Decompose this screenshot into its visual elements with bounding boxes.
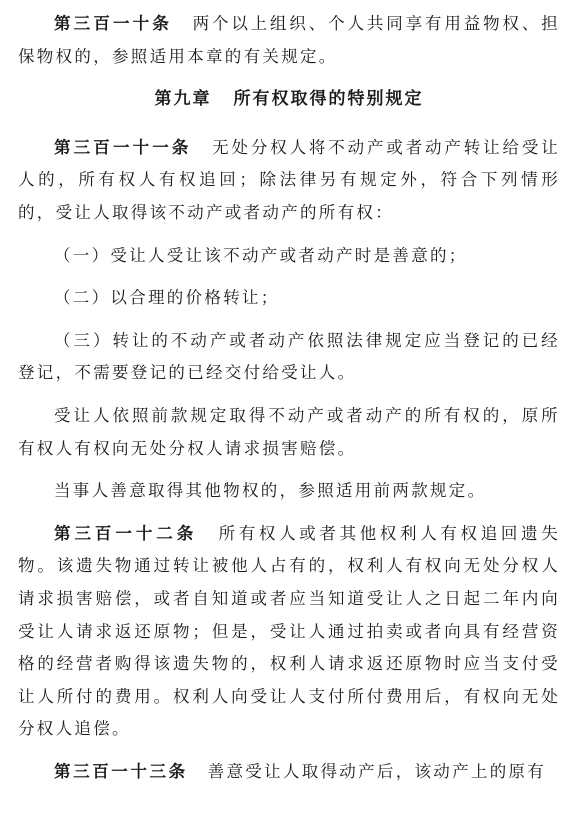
article-310-text: 两个以上组织、个人共同享有用益物权、担保物权的，参照适用本章的有关规定。 (18, 14, 560, 66)
article-312-text: 所有权人或者其他权利人有权追回遗失物。该遗失物通过转让被他人占有的，权利人有权向无处分权人请求损害赔偿，或者自知道或者应当知道受让人之日起二年内向受让人请求返还原物；但是，受让人通过拍卖或者向具有经营资格的经营者购得该遗失物的，权利人请求返还原物时应当支付受让人所付的费用。权利人向受让人支付所付费用后，有权向无处分权人追偿。 (18, 523, 560, 739)
article-311-paragraph-2: 受让人依照前款规定取得不动产或者动产的所有权的，原所有权人有权向无处分权人请求损害赔偿。 (18, 405, 560, 458)
article-312-number: 第三百一十二条 (54, 523, 198, 543)
chapter-number: 第九章 (154, 89, 212, 110)
article-313-number: 第三百一十三条 (54, 761, 188, 781)
article-311 (18, 132, 560, 230)
article-311-item-2: （二）以合理的价格转让； (54, 288, 280, 308)
article-311-paragraph-3: 当事人善意取得其他物权的，参照适用前两款规定。 (54, 481, 487, 501)
article-313 (18, 756, 560, 789)
chapter-title: 所有权取得的特别规定 (233, 89, 424, 110)
article-310-number: 第三百一十条 (54, 14, 173, 33)
article-311-item-1: （一）受让人受让该不动产或者动产时是善意的； (54, 245, 468, 265)
chapter-heading (18, 83, 560, 116)
article-311-number: 第三百一十一条 (54, 137, 192, 157)
article-311-item-3: （三）转让的不动产或者动产依照法律规定应当登记的已经登记，不需要登记的已经交付给受让人。 (18, 330, 560, 383)
article-310 (18, 8, 560, 73)
article-313-text: 善意受让人取得动产后，该动产上的原有 (207, 761, 547, 781)
article-312 (18, 518, 560, 746)
article-311-text: 无处分权人将不动产或者动产转让给受让人的，所有权人有权追回；除法律另有规定外，符合下列情形的，受让人取得该不动产或者动产的所有权： (18, 137, 560, 222)
